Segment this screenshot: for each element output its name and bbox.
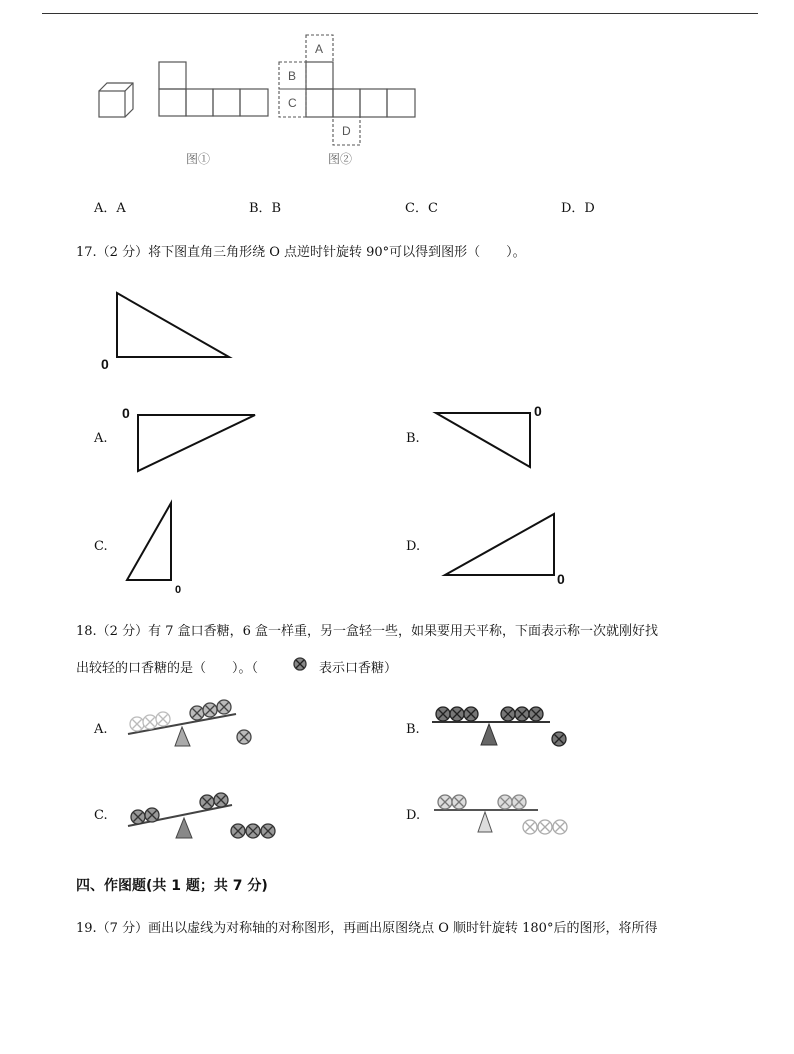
balance-a <box>128 700 251 746</box>
point-o-b: 0 <box>534 403 542 419</box>
point-o-original: 0 <box>101 356 109 372</box>
q17-option-d[interactable]: D. <box>406 539 421 554</box>
balance-d <box>434 795 567 834</box>
q17-stem: 17.（2 分）将下图直角三角形绕 O 点逆时针旋转 90°可以得到图形（ ）。 <box>76 245 526 260</box>
section-heading: 四、作图题(共 1 题；共 7 分) <box>76 878 268 894</box>
q17-option-c[interactable]: C. <box>94 539 108 554</box>
q16-option-c[interactable]: C．C <box>405 201 438 216</box>
point-o-d: 0 <box>557 571 565 587</box>
q18-option-d[interactable]: D. <box>406 808 421 823</box>
box-label-c: C <box>288 96 297 110</box>
q18-stem-line2b: 表示口香糖） <box>319 661 398 676</box>
balance-c <box>128 793 275 838</box>
q17-option-b[interactable]: B. <box>406 431 420 446</box>
q16-option-d[interactable]: D．D <box>561 201 595 216</box>
fig2-label: 图② <box>328 152 353 166</box>
box-label-b: B <box>288 69 297 83</box>
q18-option-b[interactable]: B. <box>406 722 420 737</box>
fig1-label: 图① <box>186 152 211 166</box>
q16-option-a[interactable]: A．A <box>94 201 126 216</box>
q18-option-a[interactable]: A. <box>94 722 108 737</box>
box-label-d: D <box>342 124 351 138</box>
q17-option-a[interactable]: A. <box>94 431 108 446</box>
box-label-a: A <box>315 42 324 56</box>
q18-option-c[interactable]: C. <box>94 808 108 823</box>
q19-stem: 19.（7 分）画出以虚线为对称轴的对称图形，再画出原图绕点 O 顺时针旋转 180°后的图形，将所得 <box>76 921 658 936</box>
point-o-a: 0 <box>122 405 130 421</box>
q18-stem-line2a: 出较轻的口香糖的是（ ）。（ <box>76 661 259 676</box>
q16-option-b[interactable]: B．B <box>249 201 282 216</box>
balance-b <box>432 707 566 746</box>
q18-stem-line1: 18.（2 分）有 7 盒口香糖，6 盒一样重，另一盒轻一些，如果要用天平称，下面表示称一次就刚好找 <box>76 624 659 639</box>
point-o-c: 0 <box>175 584 182 596</box>
